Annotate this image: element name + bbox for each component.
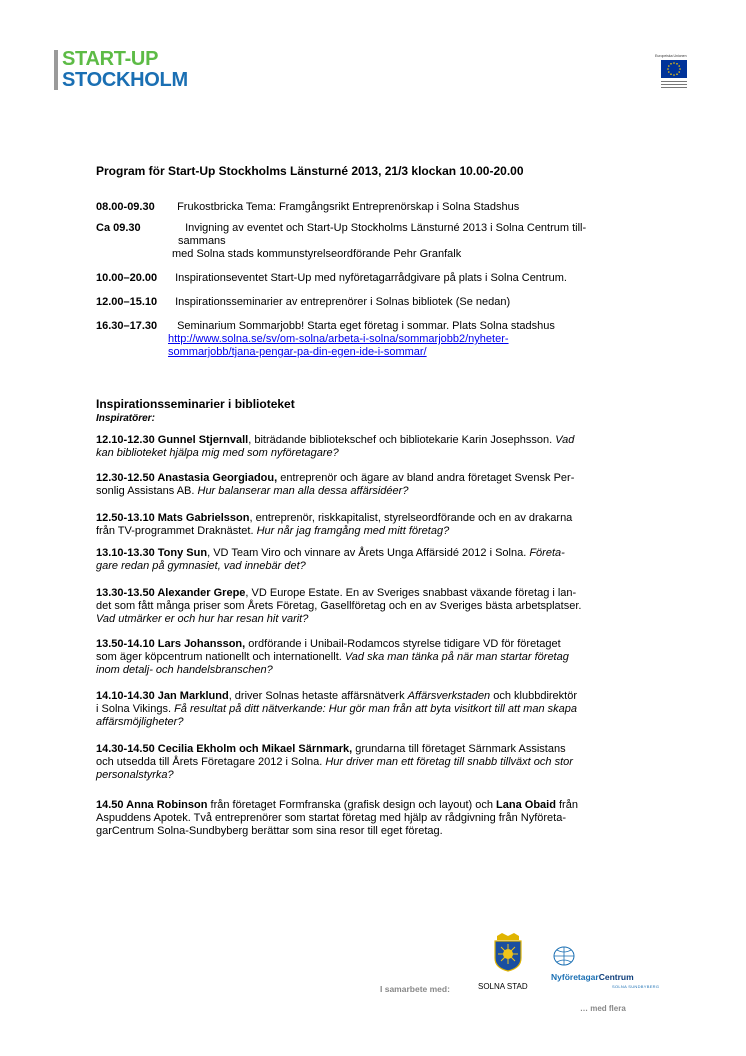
seminar-description: och utsedda till Årets Företagare 2012 i Solna. xyxy=(96,756,326,768)
seminar-question: Vad xyxy=(555,434,575,446)
inspiration-item xyxy=(96,638,656,677)
schedule-text: Frukostbricka Tema: Framgångsrikt Entreprenörskap i Solna Stadshus xyxy=(177,201,520,213)
seminar-description: , entreprenör, riskkapitalist, styrelseordförande och en av drakarna xyxy=(249,512,573,524)
inspiration-item xyxy=(96,690,656,729)
logo-line-1: START-UP xyxy=(62,48,159,70)
seminar-description: , biträdande bibliotekschef och bibliotekarie Karin Josephsson. xyxy=(248,434,556,446)
inspiration-line xyxy=(96,799,656,812)
seminar-question: Företa- xyxy=(529,547,565,559)
speaker-name: 13.10-13.30 Tony Sun xyxy=(96,547,208,559)
seminar-question: Vad utmärker er och hur har resan hit varit? xyxy=(96,613,309,625)
page-title: Program för Start-Up Stockholms Länsturné 2013, 21/3 klockan 10.00-20.00 xyxy=(96,164,524,178)
logo-bar xyxy=(54,50,58,90)
eu-star xyxy=(670,63,672,65)
inspiration-line xyxy=(96,434,656,447)
nyf-part-a: Nyföretagar xyxy=(551,972,599,982)
start-up-stockholm-logo xyxy=(54,48,204,94)
seminar-question: Vad ska man tänka på när man startar företag xyxy=(344,651,569,663)
schedule-time: Ca 09.30 xyxy=(96,222,141,234)
eu-star xyxy=(676,73,678,75)
inspiration-line xyxy=(96,703,656,716)
speaker-name: 14.30-14.50 Cecilia Ekholm och Mikael Särnmark, xyxy=(96,743,353,755)
seminar-description: garCentrum Solna-Sundbyberg berättar som sina resor till eget företag. xyxy=(96,825,443,837)
speaker-name: 14.10-14.30 Jan Marklund xyxy=(96,690,229,702)
seminar-description: , driver Solnas hetaste affärsnätverk xyxy=(228,690,408,702)
section-heading: Inspirationsseminarier i biblioteket xyxy=(96,397,295,411)
seminar-question: affärsmöjligheter? xyxy=(96,716,184,728)
inspiration-line xyxy=(96,485,656,498)
sommarjobb-link[interactable]: http://www.solna.se/sv/om-solna/arbeta-i-solna/sommarjobb2/nyheter- xyxy=(168,333,509,345)
speaker-name: 12.50-13.10 Mats Gabrielsson xyxy=(96,512,250,524)
eu-star xyxy=(668,71,670,73)
section-subheading: Inspiratörer: xyxy=(96,413,155,424)
inspiration-item xyxy=(96,799,656,838)
inspiration-item xyxy=(96,547,656,573)
speaker-name: 13.50-14.10 Lars Johansson, xyxy=(96,638,246,650)
seminar-description: från TV-programmet Draknästet. xyxy=(96,525,257,537)
inspiration-item xyxy=(96,587,656,626)
logo-line-2: STOCKHOLM xyxy=(62,69,188,91)
med-flera-label: … med flera xyxy=(580,1004,626,1013)
schedule-text-cont: sammans xyxy=(178,235,226,247)
inspiration-line xyxy=(96,743,656,756)
inspiration-line xyxy=(96,447,656,460)
inspiration-line xyxy=(96,613,656,626)
inspiration-line xyxy=(96,600,656,613)
eu-star xyxy=(673,62,675,64)
seminar-question: Hur balanserar man alla dessa affärsidéer? xyxy=(197,485,409,497)
eu-star xyxy=(668,65,670,67)
inspiration-line xyxy=(96,664,656,677)
eu-star xyxy=(670,73,672,75)
seminar-question: Hur driver man ett företag till snabb tillväxt och stor xyxy=(325,756,573,768)
inspiration-line xyxy=(96,472,656,485)
eu-logo xyxy=(655,54,703,94)
inspiration-line xyxy=(96,825,656,838)
seminar-description: Aspuddens Apotek. Två entreprenörer som startat företag med hjälp av rådgivning från Nyföreta- xyxy=(96,812,566,824)
inspiration-line xyxy=(96,651,656,664)
schedule-item xyxy=(96,222,656,261)
schedule-item xyxy=(96,201,656,214)
seminar-description: , VD Team Viro och vinnare av Årets Unga Affärsidé 2012 i Solna. xyxy=(207,547,530,559)
schedule-time: 08.00-09.30 xyxy=(96,201,155,213)
nyforetagarcentrum-logo xyxy=(551,972,634,982)
seminar-description: från företaget Formfranska (grafisk design och layout) och xyxy=(207,799,497,811)
seminar-description: entreprenör och ägare av bland andra företaget Svensk Per- xyxy=(277,472,575,484)
schedule-item xyxy=(96,320,656,359)
eu-star xyxy=(678,65,680,67)
seminar-question: Hur når jag framgång med mitt företag? xyxy=(256,525,450,537)
inspiration-item xyxy=(96,743,656,782)
seminar-description: i Solna Vikings. xyxy=(96,703,175,715)
inspiration-line xyxy=(96,812,656,825)
seminar-question: personalstyrka? xyxy=(96,769,174,781)
seminar-description: sonlig Assistans AB. xyxy=(96,485,198,497)
seminar-question: inom detalj- och handelsbranschen? xyxy=(96,664,273,676)
speaker-name: 12.30-12.50 Anastasia Georgiadou, xyxy=(96,472,278,484)
inspiration-line xyxy=(96,769,656,782)
inspiration-line xyxy=(96,756,656,769)
eu-text-lines xyxy=(661,81,687,90)
seminar-question: gare redan på gymnasiet, vad innebär det? xyxy=(96,560,306,572)
seminar-description: ordförande i Unibail-Rodamcos styrelse tidigare VD för företaget xyxy=(245,638,561,650)
speaker-name: 13.30-13.50 Alexander Grepe xyxy=(96,587,246,599)
schedule-time: 10.00–20.00 xyxy=(96,272,158,284)
seminar-question: Få resultat på ditt nätverkande: Hur gör man från att byta visitkort till att man skapa xyxy=(174,703,577,715)
inspiration-line xyxy=(96,690,656,703)
seminar-description: , VD Europe Estate. En av Sveriges snabbast växande företag i lan- xyxy=(245,587,577,599)
seminar-description: det som fått många priser som Årets Företag, Gasellföretag och en av Sveriges bästa arbetsplatser. xyxy=(96,600,582,612)
inspiration-line xyxy=(96,638,656,651)
eu-caption: Europeiska Unionen xyxy=(655,54,687,58)
inspiration-item xyxy=(96,434,656,460)
inspiration-line xyxy=(96,716,656,729)
inspiration-line xyxy=(96,525,656,538)
seminar-description: från xyxy=(555,799,578,811)
inspiration-item xyxy=(96,512,656,538)
seminar-description: som äger köpcentrum nationellt och internationellt. xyxy=(96,651,345,663)
speaker-name: Lana Obaid xyxy=(496,799,556,811)
schedule-text: Inspirationsseminarier av entreprenörer i Solnas bibliotek (Se nedan) xyxy=(175,296,511,308)
inspiration-line xyxy=(96,512,656,525)
speaker-name: 12.10-12.30 Gunnel Stjernvall xyxy=(96,434,249,446)
seminar-description: grundarna till företaget Särnmark Assistans xyxy=(352,743,566,755)
seminar-question: kan biblioteket hjälpa mig med som nyföretagare? xyxy=(96,447,339,459)
sommarjobb-link-cont[interactable]: sommarjobb/tjana-pengar-pa-din-egen-ide-i-sommar/ xyxy=(168,346,427,358)
schedule-item xyxy=(96,272,656,285)
globe-icon xyxy=(552,945,576,967)
inspiration-line xyxy=(96,547,656,560)
eu-star xyxy=(673,74,675,76)
eu-star xyxy=(679,68,681,70)
inspiration-line xyxy=(96,587,656,600)
schedule-text: Seminarium Sommarjobb! Starta eget företag i sommar. Plats Solna stadshus xyxy=(177,320,555,332)
eu-flag-icon xyxy=(661,60,687,78)
solna-stad-label: SOLNA STAD xyxy=(478,982,528,991)
solna-coat-of-arms-icon xyxy=(492,932,524,972)
speaker-name: 14.50 Anna Robinson xyxy=(96,799,208,811)
seminar-description: och klubbdirektör xyxy=(490,690,578,702)
schedule-time: 16.30–17.30 xyxy=(96,320,158,332)
eu-star xyxy=(676,63,678,65)
samarbete-label: I samarbete med: xyxy=(380,984,450,994)
schedule-text: Inspirationseventet Start-Up med nyföretagarrådgivare på plats i Solna Centrum. xyxy=(175,272,567,284)
schedule-text-cont: med Solna stads kommunstyrelseordförande Pehr Granfalk xyxy=(172,248,462,260)
eu-star xyxy=(678,71,680,73)
inspiration-item xyxy=(96,472,656,498)
eu-star xyxy=(667,68,669,70)
seminar-question: Affärsverkstaden xyxy=(407,690,491,702)
schedule-time: 12.00–15.10 xyxy=(96,296,158,308)
schedule-item xyxy=(96,296,656,309)
nyf-part-b: Centrum xyxy=(598,972,634,982)
schedule-text: Invigning av eventet och Start-Up Stockholms Länsturné 2013 i Solna Centrum till- xyxy=(185,222,587,234)
inspiration-line xyxy=(96,560,656,573)
nyf-subtitle: SOLNA SUNDBYBERG xyxy=(612,984,660,989)
